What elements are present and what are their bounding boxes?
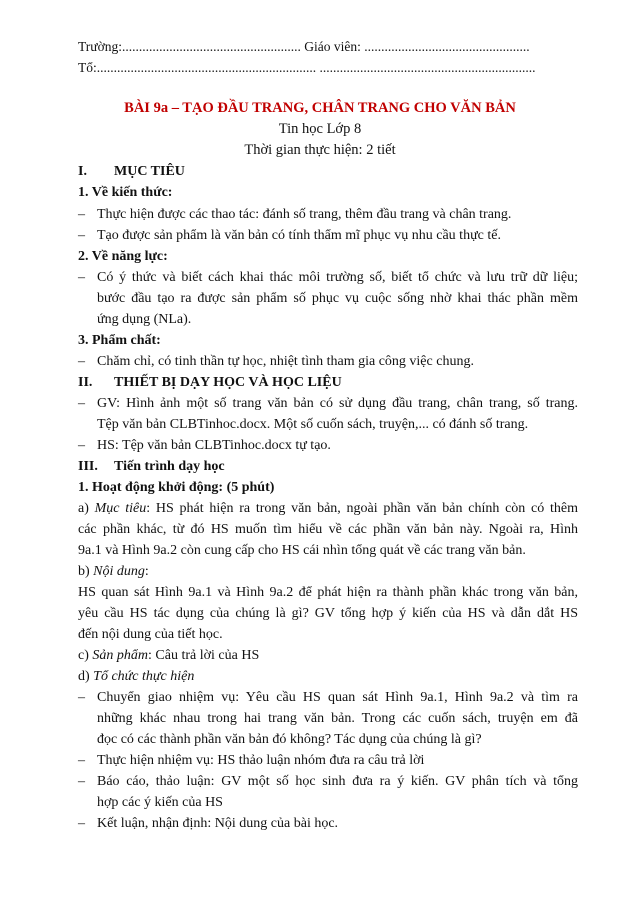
content-line: HS quan sát Hình 9a.1 và Hình 9a.2 để phát hiện ra thành phần khác trong văn bản, <box>78 585 578 600</box>
content-colon: : <box>144 564 149 579</box>
section-1-title: MỤC TIÊU <box>114 164 185 179</box>
lesson-duration: Thời gian thực hiện: 2 tiết <box>244 142 396 158</box>
content-label-line <box>78 563 578 580</box>
content-prefix: b) <box>78 564 94 579</box>
organization-step-line: đọc có các thành phần văn bản đó không? Tác dụng của chúng là gì? <box>97 732 482 747</box>
section-1-number: I. <box>78 164 87 179</box>
objective-prefix: a) <box>78 501 95 516</box>
section-3-number: III. <box>78 459 98 474</box>
product-prefix: c) <box>78 648 93 663</box>
ability-line: Có ý thức và biết cách khai thác môi trường số, biết tổ chức và lưu trữ dữ liệu; <box>97 270 578 285</box>
section-1-heading <box>78 163 578 180</box>
quality-item: Chăm chỉ, có tinh thần tự học, nhiệt tình tham gia công việc chung. <box>97 354 474 369</box>
bullet-dash: – <box>78 207 85 222</box>
bullet-dash: – <box>78 354 85 369</box>
organization-step-line: Báo cáo, thảo luận: GV một số học sinh đưa ra ý kiến. GV phân tích và tổng <box>97 774 578 789</box>
organization-step-line: Thực hiện nhiệm vụ: HS thảo luận nhóm đưa ra câu trả lời <box>97 753 425 768</box>
organization-step-line: Chuyển giao nhiệm vụ: Yêu cầu HS quan sát Hình 9a.1, Hình 9a.2 và tìm ra <box>97 690 578 705</box>
lesson-subject: Tin học Lớp 8 <box>278 121 362 137</box>
knowledge-item: Tạo được sản phẩm là văn bản có tính thẩm mĩ phục vụ nhu cầu thực tế. <box>97 228 501 243</box>
content-label: Nội dung <box>93 564 145 579</box>
objective-line: các phần khác, từ đó HS muốn tìm hiểu về các phần văn bản này. Ngoài ra, Hình <box>78 522 578 537</box>
school-teacher-line: Trường:..................................................... Giáo viên: ................................................. <box>78 39 530 54</box>
product-label: Sản phẩm <box>92 648 149 663</box>
organization-label: Tổ chức thực hiện <box>93 669 195 684</box>
activity-1-heading: 1. Hoạt động khởi động: (5 phút) <box>78 480 275 495</box>
section-3-title: Tiến trình dạy học <box>114 459 225 474</box>
bullet-dash: – <box>78 816 85 831</box>
equipment-hs-line: HS: Tệp văn bản CLBTinhoc.docx tự tạo. <box>97 438 331 453</box>
organization-label-line <box>78 668 578 685</box>
bullet-dash: – <box>78 270 85 285</box>
organization-step-line: hợp các ý kiến của HS <box>97 795 223 810</box>
quality-heading: 3. Phẩm chất: <box>78 333 161 348</box>
organization-prefix: d) <box>78 669 94 684</box>
ability-line: bước đầu tạo ra được sản phẩm số phục vụ cuộc sống nhờ khai thác phần mềm <box>97 291 578 306</box>
bullet-dash: – <box>78 774 85 789</box>
bullet-dash: – <box>78 690 85 705</box>
section-2-number: II. <box>78 375 93 390</box>
organization-step-line: Kết luận, nhận định: Nội dung của bài học. <box>97 816 339 831</box>
bullet-dash: – <box>78 396 85 411</box>
content-line: đến nội dung của tiết học. <box>78 627 223 642</box>
ability-line: ứng dụng (NLa). <box>97 312 192 327</box>
bullet-dash: – <box>78 753 85 768</box>
product-text: : Câu trả lời của HS <box>148 648 260 663</box>
section-3-heading <box>78 458 578 475</box>
objective-text: : HS phát hiện ra trong văn bản, ngoài phần văn bản chính còn có thêm <box>146 501 578 516</box>
knowledge-item: Thực hiện được các thao tác: đánh số trang, thêm đầu trang và chân trang. <box>97 207 512 222</box>
ability-heading: 2. Về năng lực: <box>78 249 168 264</box>
bullet-dash: – <box>78 228 85 243</box>
equipment-gv-line: GV: Hình ảnh một số trang văn bản có sử dụng đầu trang, chân trang, số trang. <box>97 396 578 411</box>
lesson-title: BÀI 9a – TẠO ĐẦU TRANG, CHÂN TRANG CHO VĂN BẢN <box>124 100 516 116</box>
objective-line: 9a.1 và Hình 9a.2 còn cung cấp cho HS cái nhìn tổng quát về các trang văn bản. <box>78 543 526 558</box>
content-line: yêu cầu HS tác dụng của chúng là gì? GV tổng hợp ý kiến của HS và dẫn dắt HS <box>78 606 578 621</box>
bullet-dash: – <box>78 438 85 453</box>
objective-line <box>78 500 578 517</box>
section-2-title: THIẾT BỊ DẠY HỌC VÀ HỌC LIỆU <box>114 375 342 390</box>
objective-label: Mục tiêu <box>94 501 147 516</box>
section-2-heading <box>78 374 578 391</box>
organization-step-line: những khác nhau trong hai trang văn bản. Trong các cuốn sách, truyện em đã <box>97 711 578 726</box>
group-line: Tổ:................................................................. ................................................................ <box>78 60 536 75</box>
knowledge-heading: 1. Về kiến thức: <box>78 185 173 200</box>
equipment-gv-line: Tệp văn bản CLBTinhoc.docx. Một số cuốn sách, truyện,... có đánh số trang. <box>97 417 529 432</box>
product-line <box>78 647 578 664</box>
